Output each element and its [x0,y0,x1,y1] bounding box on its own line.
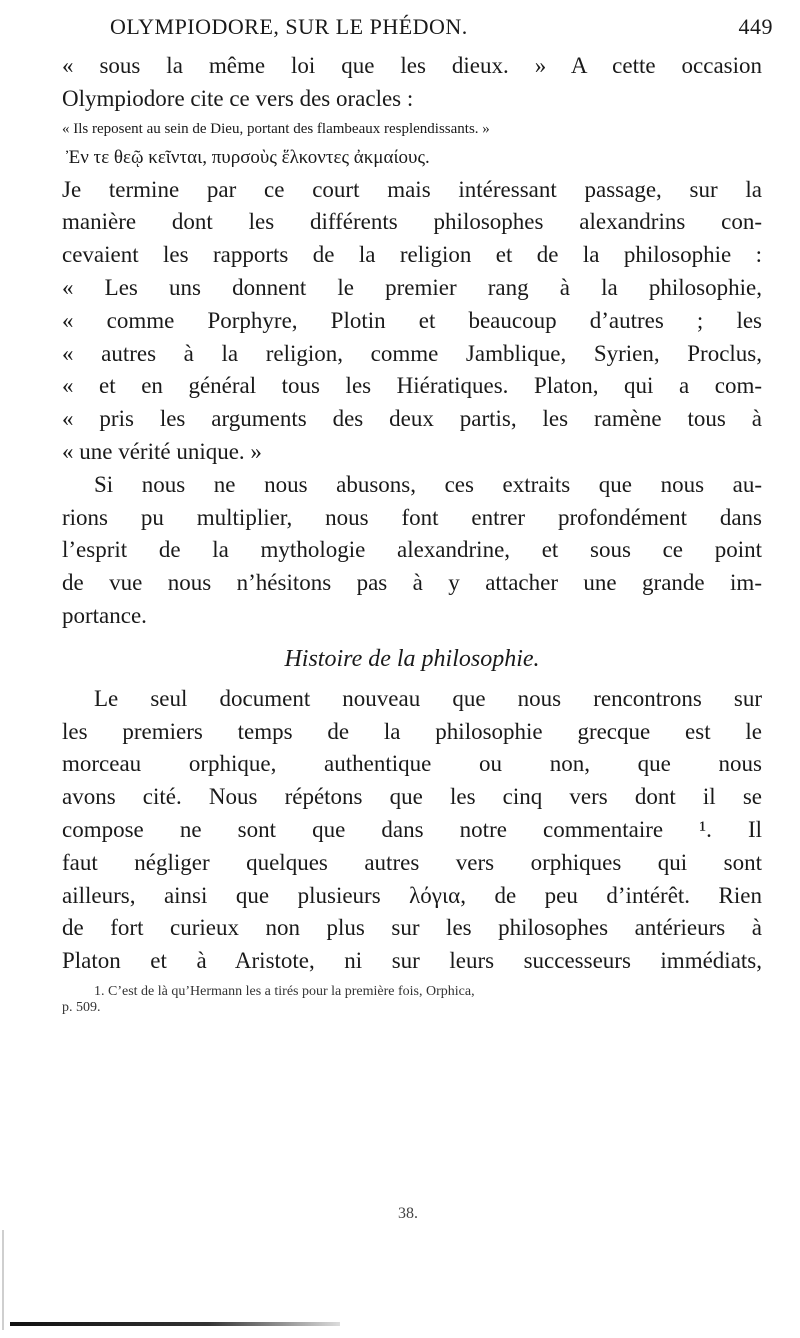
text-line: de vue nous n’hésitons pas à y attacher une grande im- [62,570,762,596]
text-line: Je termine par ce court mais intéressant passage, sur la [62,176,762,202]
text-line: compose ne sont que dans notre commentaire ¹. Il [62,816,762,842]
text-line: manière dont les différents philosophes alexandrins con- [62,209,762,235]
text-line: faut négliger quelques autres vers orphiques qui sont [62,849,762,875]
text-line: Si nous ne nous abusons, ces extraits que nous au- [94,471,762,497]
running-header [110,14,785,40]
text-line: Olympiodore cite ce vers des oracles : [62,85,414,111]
greek-verse: Ἐν τε θεῷ κεῖνται, πυρσοὺς ἕλκοντες ἀκμαίους. [66,146,430,168]
text-line: « comme Porphyre, Plotin et beaucoup d’autres ; les [62,307,762,333]
footnote-line: p. 509. [62,999,101,1015]
quote-translation: « Ils reposent au sein de Dieu, portant des flambeaux resplendissants. » [62,120,490,137]
running-title: OLYMPIODORE, SUR LE PHÉDON. [110,14,468,39]
text-line: portance. [62,602,147,628]
text-line: avons cité. Nous répétons que les cinq vers dont il se [62,784,762,810]
text-line: de fort curieux non plus sur les philosophes antérieurs à [62,915,762,941]
signature-mark: 38. [398,1205,418,1222]
page-bottom-rule [10,1322,340,1326]
text-line: morceau orphique, authentique ou non, que nous [62,751,762,777]
text-line: ailleurs, ainsi que plusieurs λόγια, de peu d’intérêt. Rien [62,882,762,908]
page-edge [2,1230,4,1330]
page-number: 449 [738,14,773,39]
footnote [62,984,762,1016]
text-line: cevaient les rapports de la religion et de la philosophie : [62,242,762,268]
text-line: « autres à la religion, comme Jamblique, Syrien, Proclus, [62,340,762,366]
section-heading: Histoire de la philosophie. [284,645,540,672]
text-line: l’esprit de la mythologie alexandrine, et sous ce point [62,537,762,563]
text-line: « sous la même loi que les dieux. » A cette occasion [62,53,762,78]
text-line: Platon et à Aristote, ni sur leurs successeurs immédiats, [62,948,762,974]
text-line: rions pu multiplier, nous font entrer profondément dans [62,504,762,530]
text-line: « une vérité unique. » [62,438,262,464]
footnote-line: 1. C’est de là qu’Hermann les a tirés pour la première fois, Orphica, [94,983,475,999]
text-line: « Les uns donnent le premier rang à la philosophie, [62,274,762,300]
text-line: « et en général tous les Hiératiques. Platon, qui a com- [62,373,762,399]
main-text [62,50,762,1016]
text-line: Le seul document nouveau que nous rencontrons sur [94,685,762,711]
text-line: « pris les arguments des deux partis, les ramène tous à [62,406,762,432]
text-line: les premiers temps de la philosophie grecque est le [62,718,762,744]
